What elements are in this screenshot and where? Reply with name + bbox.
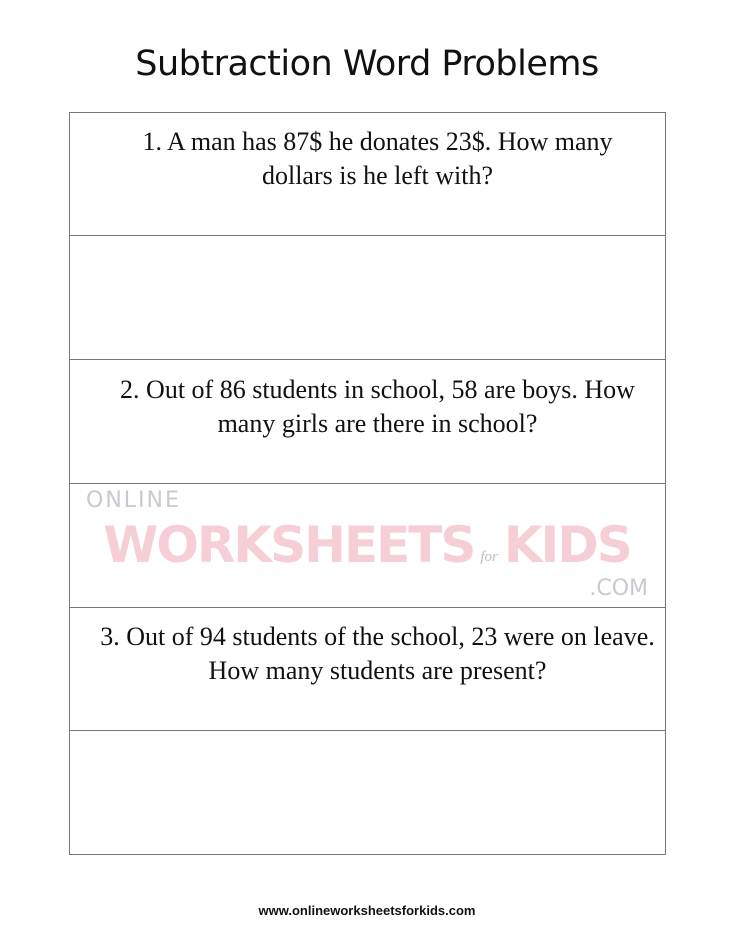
question-row xyxy=(70,608,665,731)
question-text: 1. A man has 87$ he donates 23$. How many dollars is he left with? xyxy=(142,127,613,190)
answer-row[interactable] xyxy=(70,237,665,360)
question-text: 3. Out of 94 students of the school, 23 were on leave. How many students are present? xyxy=(100,622,655,685)
question-row xyxy=(70,113,665,236)
watermark-online: ONLINE xyxy=(86,488,181,513)
question-row xyxy=(70,361,665,484)
watermark-worksheets: WORKSHEETS xyxy=(103,516,475,574)
watermark-com: .COM xyxy=(589,576,648,601)
problems-table xyxy=(69,112,666,855)
watermark-kids: KIDS xyxy=(503,516,631,574)
answer-row[interactable] xyxy=(70,732,665,854)
question-text: 2. Out of 86 students in school, 58 are boys. How many girls are there in school? xyxy=(120,375,635,438)
footer-url: www.onlineworksheetsforkids.com xyxy=(258,903,476,918)
page-title: Subtraction Word Problems xyxy=(135,44,599,84)
watermark-for: for xyxy=(480,549,498,565)
answer-row[interactable] xyxy=(70,485,665,608)
